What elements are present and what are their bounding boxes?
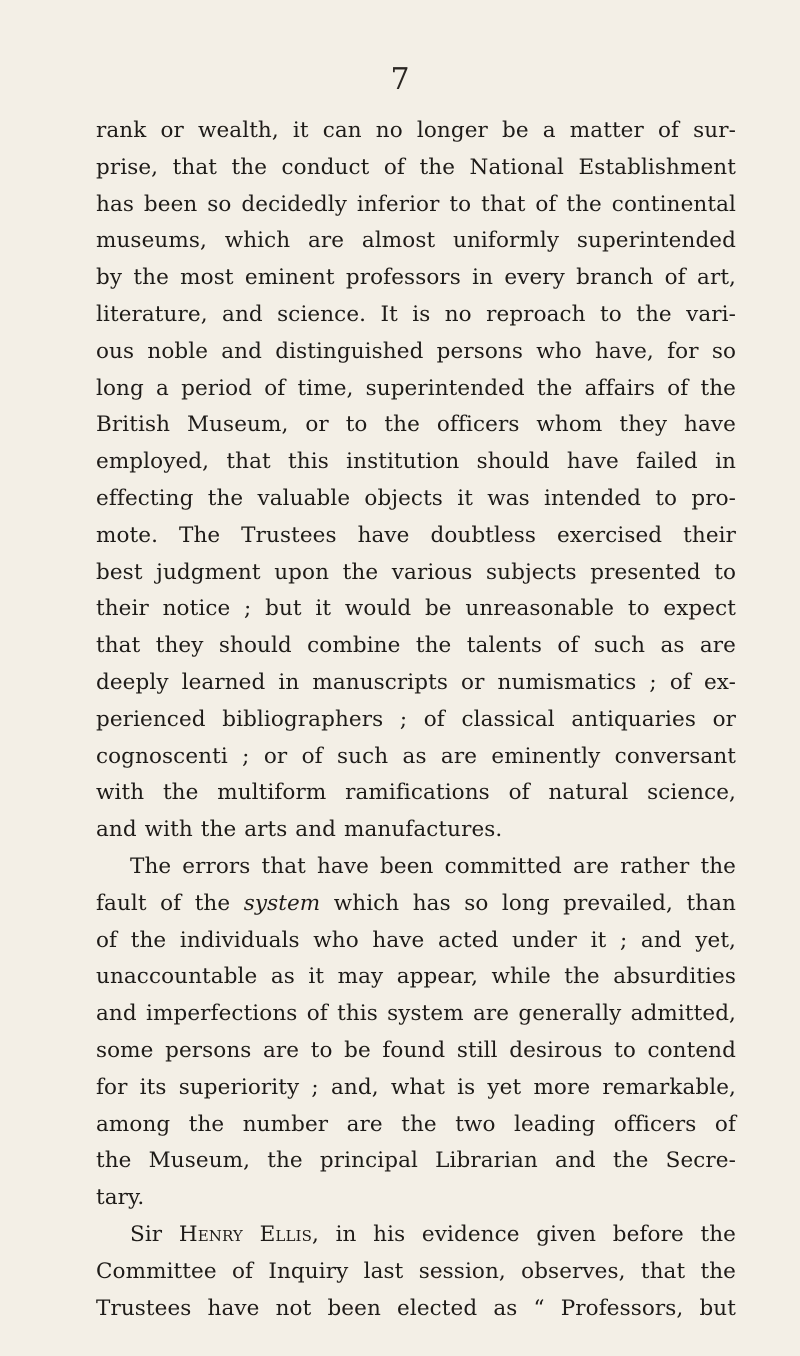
text-segment: Sir — [130, 1221, 179, 1247]
small-caps-name: Henry Ellis — [178, 1221, 312, 1247]
text-line: that they should combine the talents of such as are — [96, 633, 736, 659]
text-line: by the most eminent professors in every branch of art, — [96, 265, 736, 291]
text-line: and imperfections of this system are generally admitted, — [96, 1001, 736, 1027]
text-line: of the individuals who have acted under it ; and yet, — [96, 927, 736, 953]
text-line: with the multiform ramifications of natural science, — [96, 780, 736, 806]
text-line — [96, 1217, 736, 1254]
text-line: ous noble and distinguished persons who have, for so — [96, 338, 736, 364]
body-text — [96, 113, 736, 1327]
page-number: 7 — [390, 62, 410, 97]
text-segment: The errors that have been committed are rather the — [130, 853, 736, 879]
text-line: employed, that this institution should have failed in — [96, 449, 736, 475]
text-line: best judgment upon the various subjects presented to — [96, 559, 736, 585]
text-line: long a period of time, superintended the affairs of the — [96, 375, 736, 401]
text-line: effecting the valuable objects it was intended to pro- — [96, 485, 736, 511]
text-line: British Museum, or to the officers whom they have — [96, 412, 736, 438]
text-line — [96, 886, 736, 923]
text-line: among the number are the two leading officers of — [96, 1111, 736, 1137]
text-line: rank or wealth, it can no longer be a matter of sur- — [96, 118, 736, 143]
text-line: deeply learned in manuscripts or numismatics ; of ex- — [96, 669, 736, 695]
text-line: tary. — [96, 1185, 145, 1211]
text-line: Committee of Inquiry last session, observes, that the — [96, 1258, 736, 1284]
text-line: Trustees have not been elected as “ Professors, but — [96, 1295, 736, 1321]
text-line: literature, and science. It is no reproach to the vari- — [96, 301, 736, 327]
text-line: unaccountable as it may appear, while the absurdities — [96, 964, 736, 990]
text-segment: fault of the — [96, 890, 244, 916]
text-line: prise, that the conduct of the National Establishment — [96, 154, 736, 180]
text-line: cognoscenti ; or of such as are eminently conversant — [96, 743, 736, 769]
emphasized-word: system — [243, 890, 321, 916]
text-line: the Museum, the principal Librarian and the Secre- — [96, 1148, 736, 1174]
text-line — [96, 849, 736, 886]
text-line: for its superiority ; and, what is yet more remarkable, — [96, 1074, 736, 1100]
text-line: museums, which are almost uniformly superintended — [96, 228, 736, 254]
text-segment: which has so long prevailed, than — [320, 890, 736, 916]
text-line: has been so decidedly inferior to that of the continental — [96, 191, 736, 217]
text-line: some persons are to be found still desirous to contend — [96, 1037, 736, 1063]
text-segment: , in his evidence given before the — [311, 1221, 736, 1247]
text-line: their notice ; but it would be unreasonable to expect — [96, 596, 736, 622]
text-line: perienced bibliographers ; of classical antiquaries or — [96, 706, 736, 732]
text-line: mote. The Trustees have doubtless exercised their — [96, 522, 736, 548]
text-line: and with the arts and manufactures. — [96, 817, 503, 843]
